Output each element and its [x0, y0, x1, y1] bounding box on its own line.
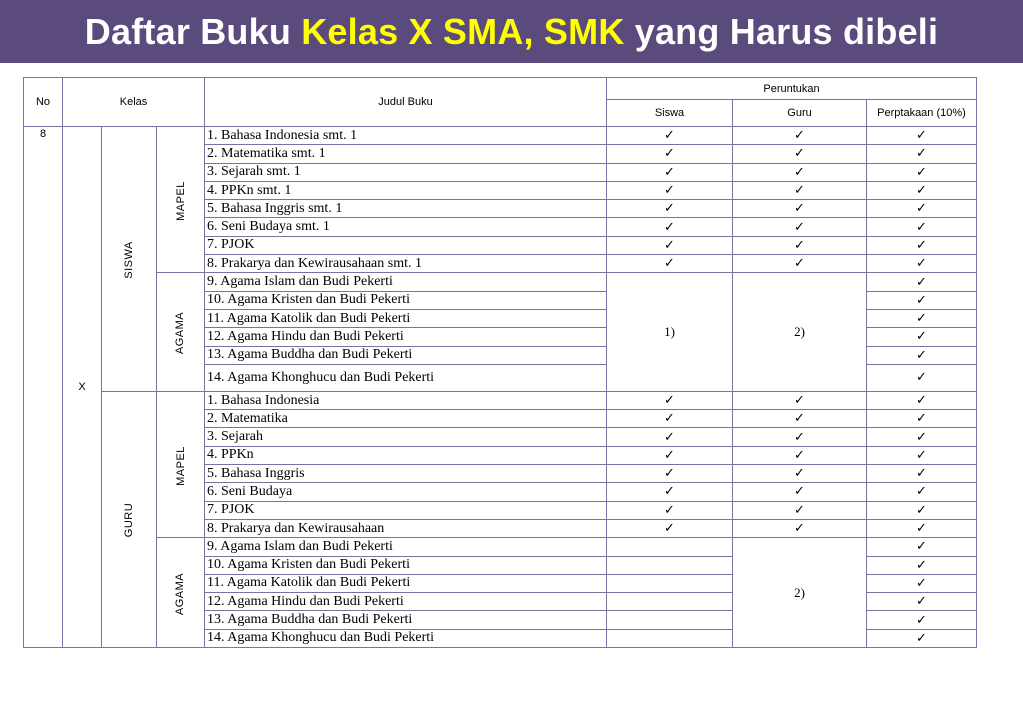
- book-title: 14. Agama Khonghucu dan Budi Pekerti: [205, 629, 607, 647]
- check-guru: ✓: [733, 236, 867, 254]
- check-guru: ✓: [733, 483, 867, 501]
- check-perpustakaan: ✓: [867, 556, 977, 574]
- check-perpustakaan: ✓: [867, 428, 977, 446]
- check-perpustakaan: ✓: [867, 328, 977, 346]
- check-perpustakaan: ✓: [867, 629, 977, 647]
- check-perpustakaan: ✓: [867, 273, 977, 291]
- subgroup-siswa-agama-label: AGAMA: [174, 311, 187, 355]
- header-perpustakaan: Perptakaan (10%): [867, 100, 977, 127]
- check-siswa: ✓: [607, 483, 733, 501]
- header-no: No: [24, 78, 63, 127]
- check-siswa: ✓: [607, 200, 733, 218]
- subgroup-guru-agama: [157, 538, 205, 648]
- header-kelas: Kelas: [63, 78, 205, 127]
- book-title: 12. Agama Hindu dan Budi Pekerti: [205, 328, 607, 346]
- check-siswa: ✓: [607, 410, 733, 428]
- check-perpustakaan: ✓: [867, 465, 977, 483]
- book-title: 14. Agama Khonghucu dan Budi Pekerti: [205, 364, 607, 391]
- title-part-1: Daftar Buku: [84, 11, 302, 52]
- check-guru: ✓: [733, 163, 867, 181]
- check-perpustakaan: ✓: [867, 236, 977, 254]
- check-siswa: ✓: [607, 446, 733, 464]
- book-title: 11. Agama Katolik dan Budi Pekerti: [205, 574, 607, 592]
- title-highlight: Kelas X SMA, SMK: [301, 11, 625, 52]
- book-title: 10. Agama Kristen dan Budi Pekerti: [205, 291, 607, 309]
- book-title: 1. Bahasa Indonesia smt. 1: [205, 127, 607, 145]
- book-title: 7. PJOK: [205, 236, 607, 254]
- check-perpustakaan: ✓: [867, 501, 977, 519]
- check-guru: ✓: [733, 255, 867, 273]
- empty-siswa-cell: [607, 574, 733, 592]
- book-title: 5. Bahasa Inggris smt. 1: [205, 200, 607, 218]
- check-perpustakaan: ✓: [867, 255, 977, 273]
- empty-siswa-cell: [607, 629, 733, 647]
- check-siswa: ✓: [607, 127, 733, 145]
- subgroup-siswa-mapel-label: MAPEL: [174, 180, 187, 221]
- empty-siswa-cell: [607, 538, 733, 556]
- book-title: 10. Agama Kristen dan Budi Pekerti: [205, 556, 607, 574]
- check-perpustakaan: ✓: [867, 127, 977, 145]
- book-title: 6. Seni Budaya: [205, 483, 607, 501]
- book-title: 4. PPKn: [205, 446, 607, 464]
- book-title: 13. Agama Buddha dan Budi Pekerti: [205, 611, 607, 629]
- check-siswa: ✓: [607, 218, 733, 236]
- note-guru: 2): [733, 273, 867, 391]
- check-siswa: ✓: [607, 428, 733, 446]
- check-perpustakaan: ✓: [867, 200, 977, 218]
- check-perpustakaan: ✓: [867, 291, 977, 309]
- subgroup-siswa-mapel: [157, 127, 205, 273]
- book-title: 9. Agama Islam dan Budi Pekerti: [205, 273, 607, 291]
- empty-siswa-cell: [607, 593, 733, 611]
- subgroup-guru-agama-label: AGAMA: [174, 572, 187, 615]
- check-perpustakaan: ✓: [867, 446, 977, 464]
- book-title: 3. Sejarah smt. 1: [205, 163, 607, 181]
- group-siswa-label: SISWA: [122, 241, 135, 279]
- note-guru: 2): [733, 538, 867, 648]
- check-guru: ✓: [733, 410, 867, 428]
- book-title: 6. Seni Budaya smt. 1: [205, 218, 607, 236]
- check-guru: ✓: [733, 218, 867, 236]
- check-perpustakaan: ✓: [867, 611, 977, 629]
- book-title: 11. Agama Katolik dan Budi Pekerti: [205, 309, 607, 327]
- check-guru: ✓: [733, 519, 867, 537]
- group-guru-label: GURU: [122, 503, 135, 538]
- group-siswa: [102, 127, 157, 392]
- check-guru: ✓: [733, 428, 867, 446]
- check-guru: ✓: [733, 446, 867, 464]
- check-perpustakaan: ✓: [867, 391, 977, 409]
- title-part-3: yang Harus dibeli: [624, 11, 939, 52]
- check-perpustakaan: ✓: [867, 309, 977, 327]
- check-guru: ✓: [733, 181, 867, 199]
- check-guru: ✓: [733, 145, 867, 163]
- check-siswa: ✓: [607, 145, 733, 163]
- header-judul-buku: Judul Buku: [205, 78, 607, 127]
- empty-siswa-cell: [607, 611, 733, 629]
- check-guru: ✓: [733, 501, 867, 519]
- check-perpustakaan: ✓: [867, 346, 977, 364]
- book-title: 13. Agama Buddha dan Budi Pekerti: [205, 346, 607, 364]
- check-siswa: ✓: [607, 236, 733, 254]
- check-perpustakaan: ✓: [867, 364, 977, 391]
- check-perpustakaan: ✓: [867, 145, 977, 163]
- check-perpustakaan: ✓: [867, 574, 977, 592]
- book-title: 3. Sejarah: [205, 428, 607, 446]
- header-guru: Guru: [733, 100, 867, 127]
- check-siswa: ✓: [607, 501, 733, 519]
- subgroup-guru-mapel: [157, 391, 205, 537]
- book-title: 7. PJOK: [205, 501, 607, 519]
- check-siswa: ✓: [607, 391, 733, 409]
- title-banner: [0, 0, 1023, 63]
- check-guru: ✓: [733, 391, 867, 409]
- header-siswa: Siswa: [607, 100, 733, 127]
- book-title: 12. Agama Hindu dan Budi Pekerti: [205, 593, 607, 611]
- check-perpustakaan: ✓: [867, 410, 977, 428]
- group-guru: [102, 391, 157, 647]
- book-title: 5. Bahasa Inggris: [205, 465, 607, 483]
- subgroup-guru-mapel-label: MAPEL: [174, 445, 187, 486]
- book-title: 2. Matematika smt. 1: [205, 145, 607, 163]
- page-title: [0, 0, 1023, 63]
- check-perpustakaan: ✓: [867, 593, 977, 611]
- book-title: 1. Bahasa Indonesia: [205, 391, 607, 409]
- check-siswa: ✓: [607, 519, 733, 537]
- check-perpustakaan: ✓: [867, 218, 977, 236]
- empty-siswa-cell: [607, 556, 733, 574]
- check-perpustakaan: ✓: [867, 181, 977, 199]
- book-list-table: [23, 77, 977, 648]
- check-siswa: ✓: [607, 181, 733, 199]
- check-siswa: ✓: [607, 465, 733, 483]
- book-title: 8. Prakarya dan Kewirausahaan smt. 1: [205, 255, 607, 273]
- check-siswa: ✓: [607, 163, 733, 181]
- kelas-value: X: [63, 127, 102, 648]
- book-title: 8. Prakarya dan Kewirausahaan: [205, 519, 607, 537]
- note-siswa: 1): [607, 273, 733, 391]
- subgroup-siswa-agama: [157, 273, 205, 391]
- book-title: 9. Agama Islam dan Budi Pekerti: [205, 538, 607, 556]
- book-title: 4. PPKn smt. 1: [205, 181, 607, 199]
- check-perpustakaan: ✓: [867, 483, 977, 501]
- check-perpustakaan: ✓: [867, 519, 977, 537]
- check-siswa: ✓: [607, 255, 733, 273]
- check-guru: ✓: [733, 127, 867, 145]
- check-perpustakaan: ✓: [867, 538, 977, 556]
- row-number: 8: [24, 127, 63, 648]
- check-perpustakaan: ✓: [867, 163, 977, 181]
- check-guru: ✓: [733, 465, 867, 483]
- header-peruntukan: Peruntukan: [607, 78, 977, 100]
- check-guru: ✓: [733, 200, 867, 218]
- book-title: 2. Matematika: [205, 410, 607, 428]
